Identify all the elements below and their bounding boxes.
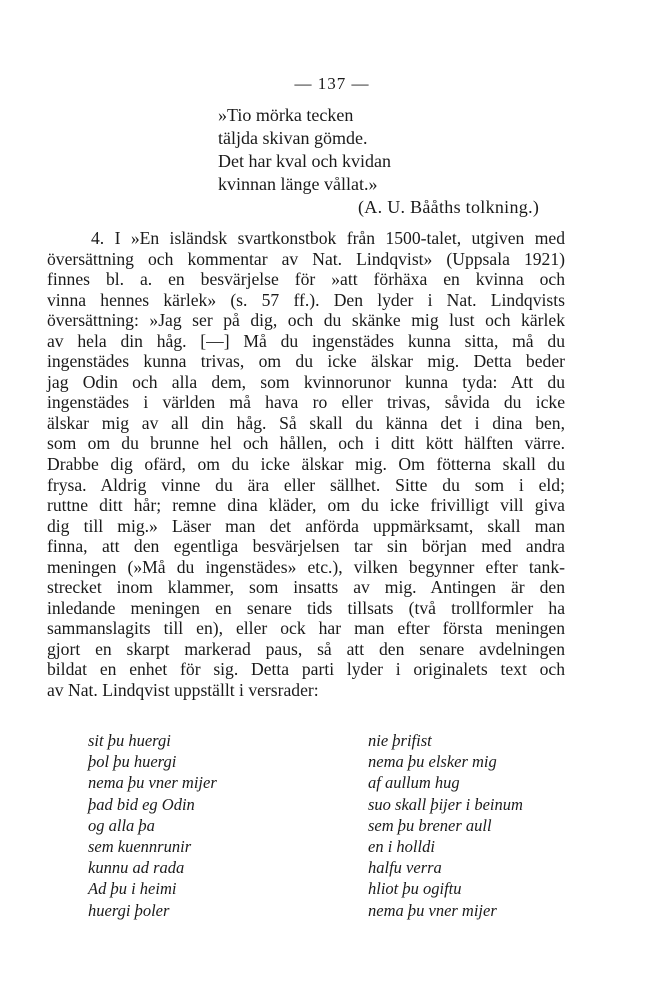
verse-line: þol þu huergi [88, 752, 177, 772]
paragraph-line: vinna hennes kärlek» (s. 57 ff.). Den lyder i Nat. Lindqvists [47, 289, 565, 310]
paragraph-line: gjort en skarpt markerad paus, så att den senare avdelningen [47, 638, 565, 659]
verse-line: sit þu huergi [88, 731, 171, 750]
verse-line: nie þrifist [368, 731, 432, 750]
verse-column-left [88, 730, 217, 921]
paragraph-line: finnes bl. a. en besvärjelse för »att förhäxa en kvinna och [47, 269, 565, 290]
paragraph-line: av hela din håg. [—] Må du ingenstädes kunna sitta, må du [47, 330, 565, 351]
verse-line: af aullum hug [368, 773, 460, 793]
paragraph-line: älskar mig av all din håg. Så skall du känna det i dina ben, [47, 412, 565, 433]
paragraph-line: inledande meningen en senare tids tillsats (två trollformler ha [47, 597, 565, 618]
poem-line: »Tio mörka tecken [218, 105, 354, 125]
verse-line: hliot þu ogiftu [368, 879, 462, 899]
paragraph-line: ingenstädes i världen må hava ro eller trivas, såvida du icke [47, 392, 565, 413]
verse-line: nema þu elsker mig [368, 752, 497, 772]
paragraph-line: 4. I »En isländsk svartkonstbok från 1500-talet, utgiven med [91, 228, 565, 248]
paragraph-line: finna, att den egentliga besvärjelsen tar sin början med andra [47, 536, 565, 557]
paragraph-4 [47, 228, 565, 701]
verse-line: nema þu vner mijer [368, 900, 497, 920]
verse-line: en i holldi [368, 837, 435, 857]
page-number: — 137 — [294, 74, 370, 93]
paragraph-line: dig till mig.» Läser man det anförda uppmärksamt, skall man [47, 515, 565, 536]
paragraph-line: översättning: »Jag ser på dig, och du skänke mig lust och kärlek [47, 310, 565, 331]
verse-line: Ad þu i heimi [88, 879, 177, 899]
paragraph-line: ingenstädes kunna trivas, om du icke älskar mig. Detta beder [47, 351, 565, 372]
poem-attribution: (A. U. Bååths tolkning.) [358, 197, 540, 217]
verse-line: sem þu brener aull [368, 815, 492, 835]
verse-line: suo skall þijer i beinum [368, 794, 523, 814]
verse-column-right [368, 730, 523, 921]
paragraph-line: frysa. Aldrig vinne du ära eller sällhet. Sitte du som i eld; [47, 474, 565, 495]
paragraph-line: som om du brunne hel och hållen, och i ditt kött hälften värre. [47, 433, 565, 454]
verse-line: og alla þa [88, 815, 155, 835]
paragraph-line: jag Odin och alla dem, som kvinnorunor kunna tyda: Att du [47, 371, 565, 392]
poem-line: kvinnan länge vållat.» [218, 174, 378, 194]
quoted-poem [218, 104, 391, 196]
paragraph-line: Drabbe dig ofärd, om du icke älskar mig. Om fötterna skall du [47, 454, 565, 475]
paragraph-line: översättning och kommentar av Nat. Lindqvist» (Uppsala 1921) [47, 248, 565, 269]
verse-line: þad bid eg Odin [88, 794, 195, 814]
verse-line: sem kuennrunir [88, 837, 192, 857]
paragraph-line: bildat en enhet för sig. Detta parti lyder i originalets text och [47, 659, 565, 680]
verse-line: huergi þoler [88, 900, 170, 920]
paragraph-line: sammanslagits till en), eller ock har man efter första meningen [47, 618, 565, 639]
poem-line: täljda skivan gömde. [218, 128, 368, 148]
paragraph-line: meningen (»Må du ingenstädes» etc.), vilken begynner efter tank- [47, 556, 565, 577]
poem-line: Det har kval och kvidan [218, 151, 391, 171]
verse-line: nema þu vner mijer [88, 773, 217, 793]
paragraph-line: ruttne ditt hår; remne dina kläder, om du icke frivilligt vill giva [47, 495, 565, 516]
paragraph-line: av Nat. Lindqvist uppställt i versrader: [47, 680, 319, 701]
paragraph-line: strecket inom klammer, som insatts av mig. Antingen är den [47, 577, 565, 598]
verse-line: halfu verra [368, 858, 442, 878]
verse-line: kunnu ad rada [88, 858, 185, 878]
